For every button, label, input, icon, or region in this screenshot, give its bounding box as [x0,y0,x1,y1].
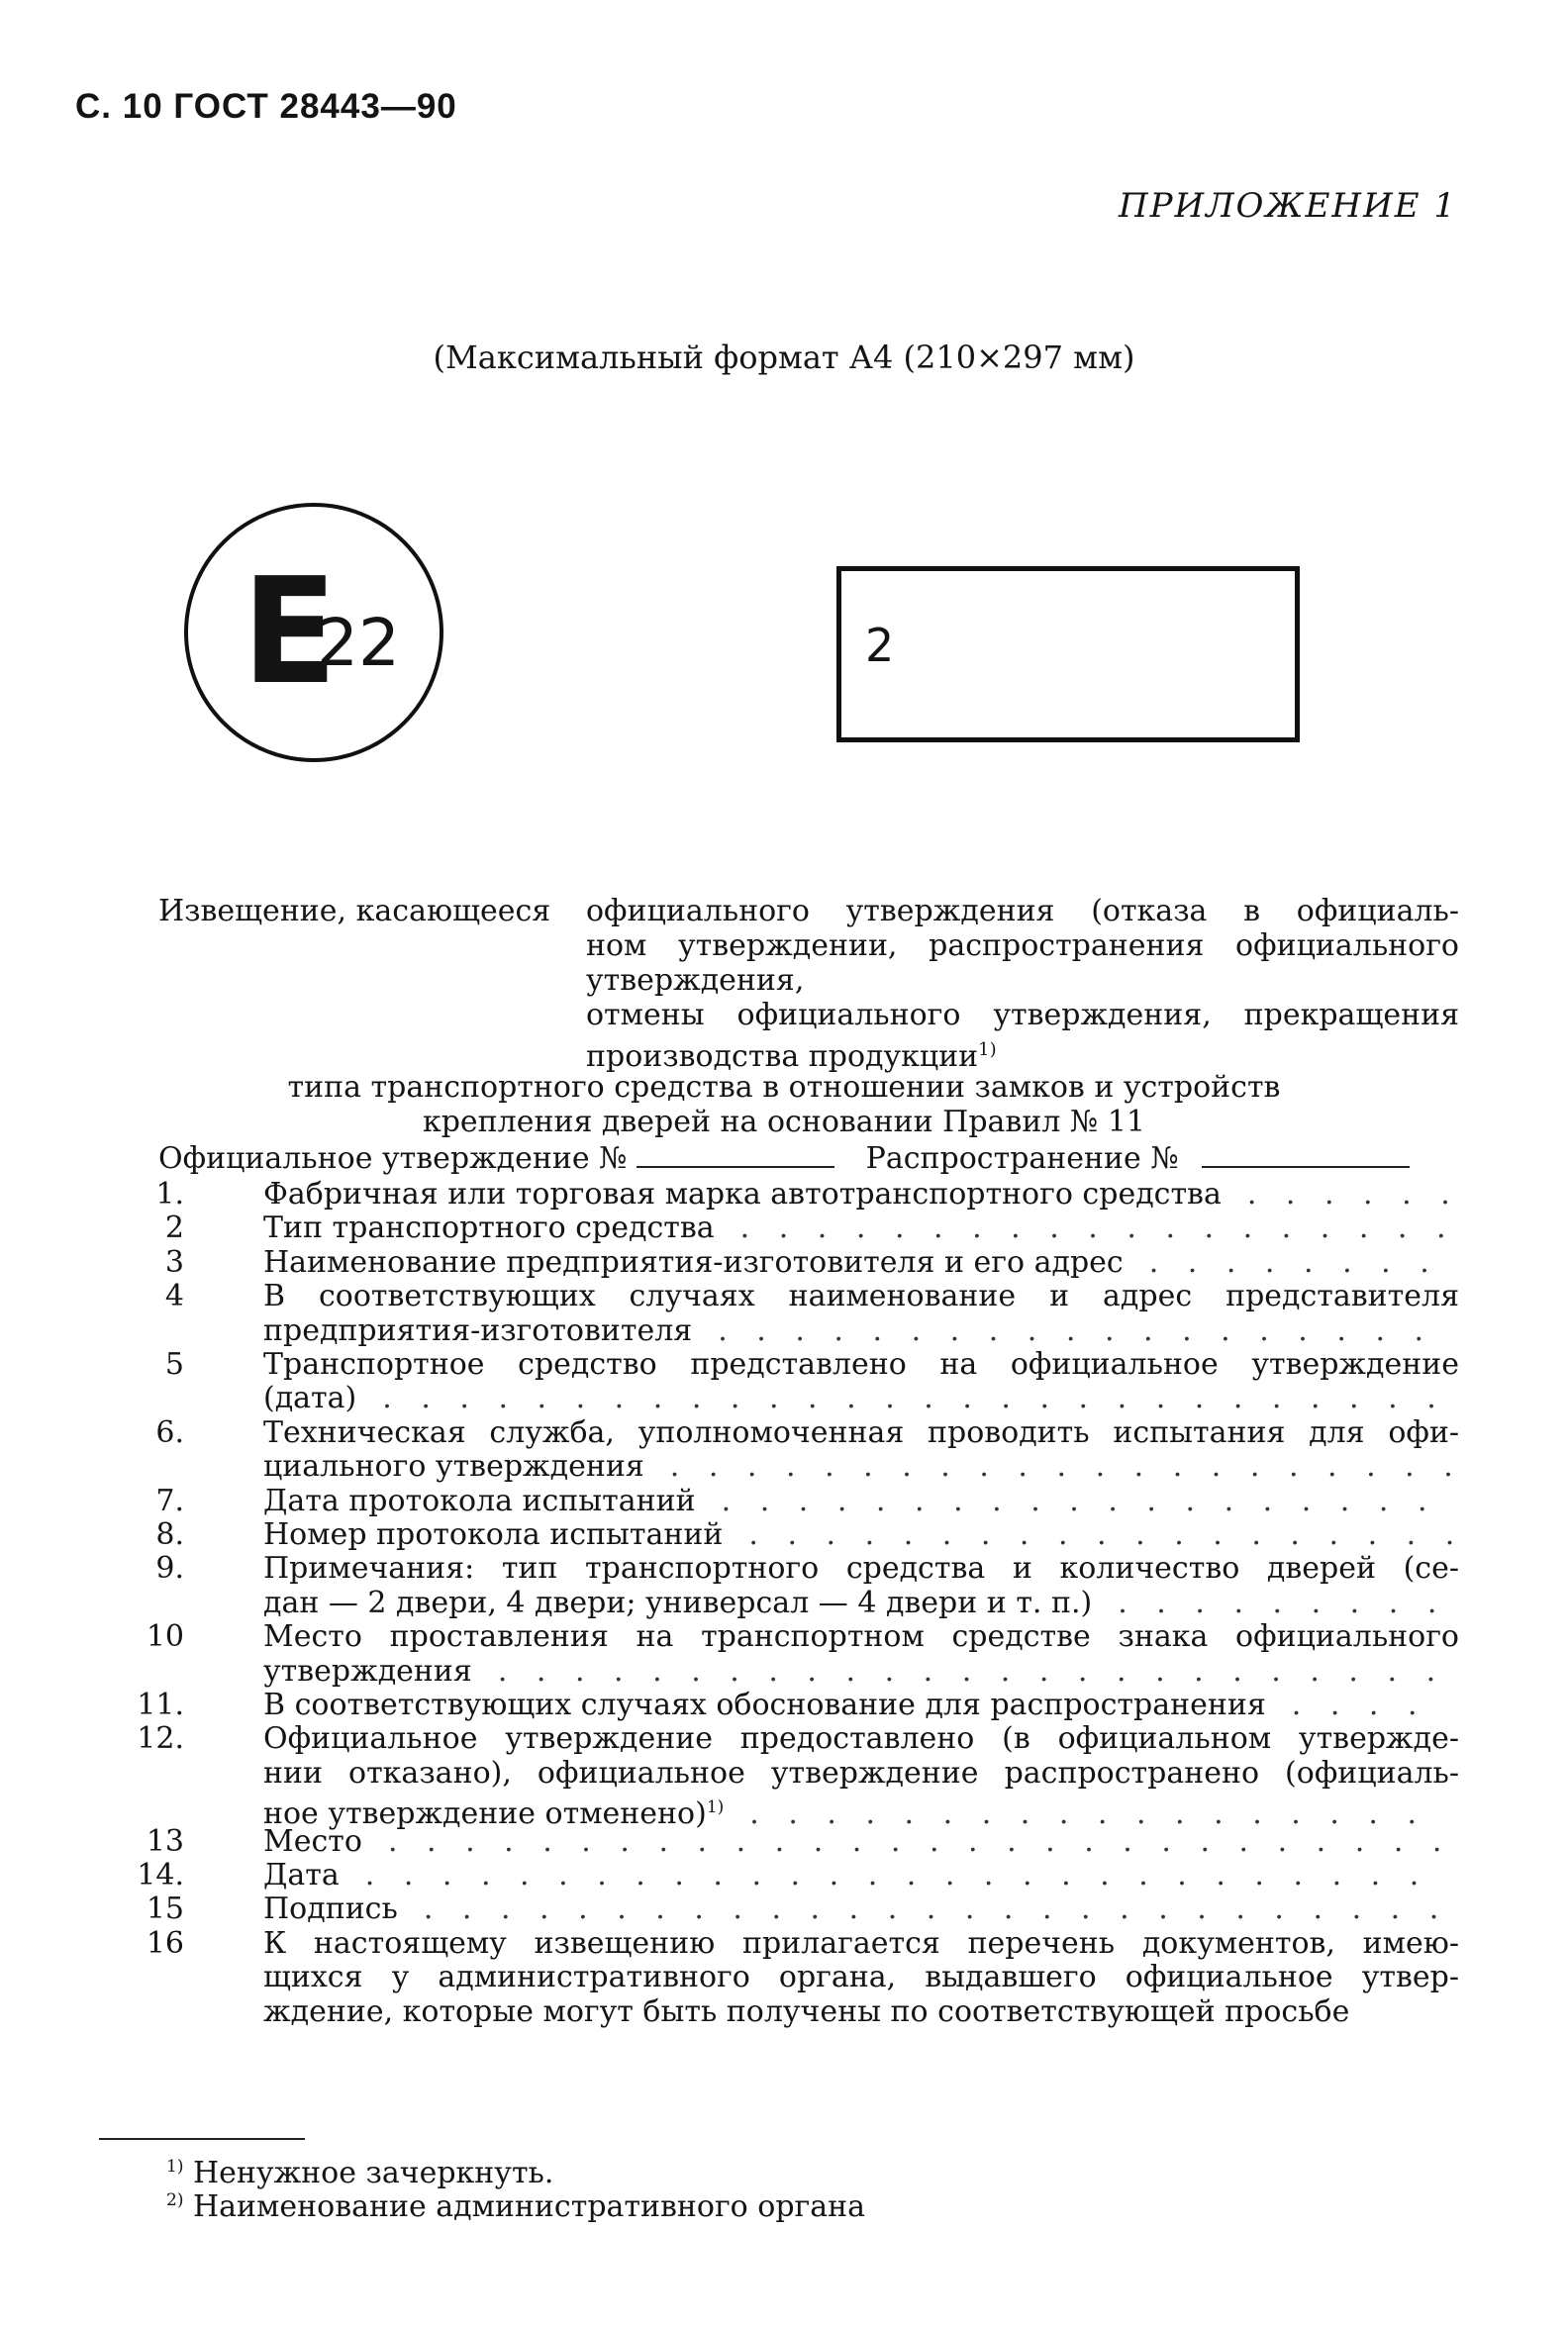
item-text-line: Место проставления на транспортном средстве знака официального [263,1619,1459,1655]
item-number: 3 [164,1244,184,1280]
item-text [263,1757,1459,1791]
item-text [263,1927,1459,1961]
item-text [263,1280,1459,1313]
item-text-line: Фабричная или торговая марка автотранспортного средства [263,1177,1222,1212]
notice-center-line: крепления дверей на основании Правил № 11 [422,1105,1146,1139]
item-number: 12. [137,1721,184,1757]
item-text-line: Примечания: тип транспортного средства и количество дверей (се- [263,1551,1459,1587]
footnote [166,2183,865,2224]
item-text-line: Техническая служба, уполномоченная проводить испытания для офи- [263,1414,1459,1450]
item-text [263,1587,1446,1620]
format-note: (Максимальный формат А4 (210×297 мм) [433,339,1135,376]
item-text-line: В соответствующих случаях обоснование для распространения [263,1688,1266,1722]
item-number: 9. [155,1551,184,1587]
extension-number-blank [1202,1144,1410,1168]
item-text-line: циального утверждения [263,1449,644,1485]
item-number: 13 [146,1823,184,1859]
item-number: 7. [155,1483,184,1518]
leader-dots: . . . . . . . . . . . . . . . . . . . . . . . . . . . . [364,1858,1429,1892]
item-text-line: ное утверждение отменено) [263,1796,707,1832]
authority-box [836,566,1300,742]
item-text-line: Дата протокола испытаний [263,1483,696,1518]
item-text-line: К настоящему извещению прилагается перечень документов, имею- [263,1925,1459,1961]
item-text [263,1246,1439,1280]
item-number: 14. [137,1858,184,1892]
footnote-text: Ненужное зачеркнуть. [193,2156,554,2190]
footnote-mark: 1) [166,2157,184,2177]
item-number: 2 [164,1211,184,1246]
item-text [263,1859,1428,1892]
approval-number-row [158,1142,1410,1176]
item-text-line: предприятия-изготовителя [263,1312,693,1348]
leader-dots: . . . . . . . . . . . . . . . . . . . [739,1211,1456,1246]
leader-dots: . . . . [1291,1688,1427,1722]
appendix-title: ПРИЛОЖЕНИЕ 1 [1118,186,1457,226]
leader-dots: . . . . . . . . . [1118,1585,1447,1620]
page-header: С. 10 ГОСТ 28443—90 [75,87,457,126]
notice-line: производства продукции [586,1039,979,1074]
item-number: 10 [146,1619,184,1655]
notice-center-line: типа транспортного средства в отношении замков и устройств [287,1070,1281,1105]
item-text [263,1892,1448,1926]
leader-dots: . . . . . . . . . . . . . . . . . . . [721,1483,1437,1518]
item-text-line: Транспортное средство представлено на официальное утверждение [263,1347,1459,1382]
item-text-line: Официальное утверждение предоставлено (в официальном утвержде- [263,1721,1459,1757]
item-text-line: Тип транспортного средства [263,1211,715,1246]
item-number: 16 [146,1925,184,1961]
item-number: 1. [155,1177,184,1212]
item-number: 5 [164,1347,184,1382]
leader-dots: . . . . . . [1246,1177,1460,1212]
notice-line: ном утверждении, распространения официального [586,928,1459,963]
item-text [263,1620,1459,1654]
item-text-line: утверждения [263,1653,472,1689]
authority-box-label: 2 [865,619,895,672]
item-text [263,1348,1459,1382]
item-number: 15 [146,1892,184,1927]
item-text [263,1689,1427,1722]
item-text [263,1825,1451,1859]
item-text-line: (дата) [263,1381,357,1416]
item-text-line: нии отказано), официальное утверждение распространено (официаль- [263,1755,1459,1791]
footnote-rule [99,2138,305,2140]
approval-number-label: Официальное утверждение № [158,1141,628,1176]
footnote-ref: 1) [706,1797,725,1818]
notice-line-last [586,1033,997,1074]
notice-line: утверждения, [586,963,805,998]
approval-number-blank [637,1144,834,1168]
item-number: 11. [137,1688,184,1722]
leader-dots: . . . . . . . . . . . . . . . . . . . . . . . . . . . [423,1892,1449,1927]
item-text [263,1961,1459,1994]
footnote-mark: 2) [166,2190,184,2210]
footnote-ref: 1) [978,1039,997,1060]
item-text-line: Наименование предприятия-изготовителя и его адрес [263,1244,1124,1280]
item-text-line: щихся у административного органа, выдавшего официальное утвер- [263,1960,1459,1995]
item-number: 6. [155,1414,184,1450]
item-text-line: Подпись [263,1892,398,1927]
notice-lead: Извещение, касающееся [158,894,551,928]
item-text [263,1212,1456,1245]
item-text-line: Номер протокола испытаний [263,1517,724,1552]
leader-dots: . . . . . . . . . . . . . . . . . . . . . [669,1449,1463,1485]
approval-mark-letter: E [242,546,338,717]
item-number: 4 [164,1279,184,1314]
leader-dots: . . . . . . . . . . . . . . . . . . [749,1796,1427,1832]
leader-dots: . . . . . . . . . . . . . . . . . . . . . . . . . [497,1653,1446,1689]
notice-line: отмены официального утверждения, прекращения [586,998,1459,1032]
leader-dots: . . . . . . . . . . . . . . . . . . . . . . . . . . . . [382,1381,1446,1416]
item-text [263,1655,1445,1689]
extension-number-label: Распространение № [865,1141,1179,1176]
leader-dots: . . . . . . . . [1148,1244,1439,1280]
item-text-line: ждение, которые могут быть получены по соответствующей просьбе [263,1993,1350,2029]
item-text-line: В соответствующих случаях наименование и адрес представителя [263,1279,1459,1314]
item-text [263,1416,1459,1450]
item-text [263,1178,1460,1212]
item-text [263,1995,1349,2029]
approval-mark-number: 22 [317,605,400,681]
footnote-text: Наименование административного органа [193,2189,866,2224]
leader-dots: . . . . . . . . . . . . . . . . . . . [748,1517,1465,1552]
item-text [263,1518,1464,1552]
item-text [263,1450,1463,1484]
item-text-line: Дата [263,1858,340,1892]
item-text [263,1552,1459,1586]
leader-dots: . . . . . . . . . . . . . . . . . . . . . . . . . . . . [387,1823,1452,1859]
item-text [263,1382,1446,1415]
leader-dots: . . . . . . . . . . . . . . . . . . . [718,1312,1434,1348]
item-number: 8. [155,1517,184,1552]
item-text [263,1485,1436,1518]
item-text-line: Место [263,1823,362,1859]
item-text-line: дан — 2 двери, 4 двери; универсал — 4 двери и т. п.) [263,1585,1093,1620]
item-text [263,1314,1433,1348]
notice-line: официального утверждения (отказа в официаль- [586,894,1459,928]
item-text [263,1722,1459,1756]
approval-mark-circle [184,503,443,762]
